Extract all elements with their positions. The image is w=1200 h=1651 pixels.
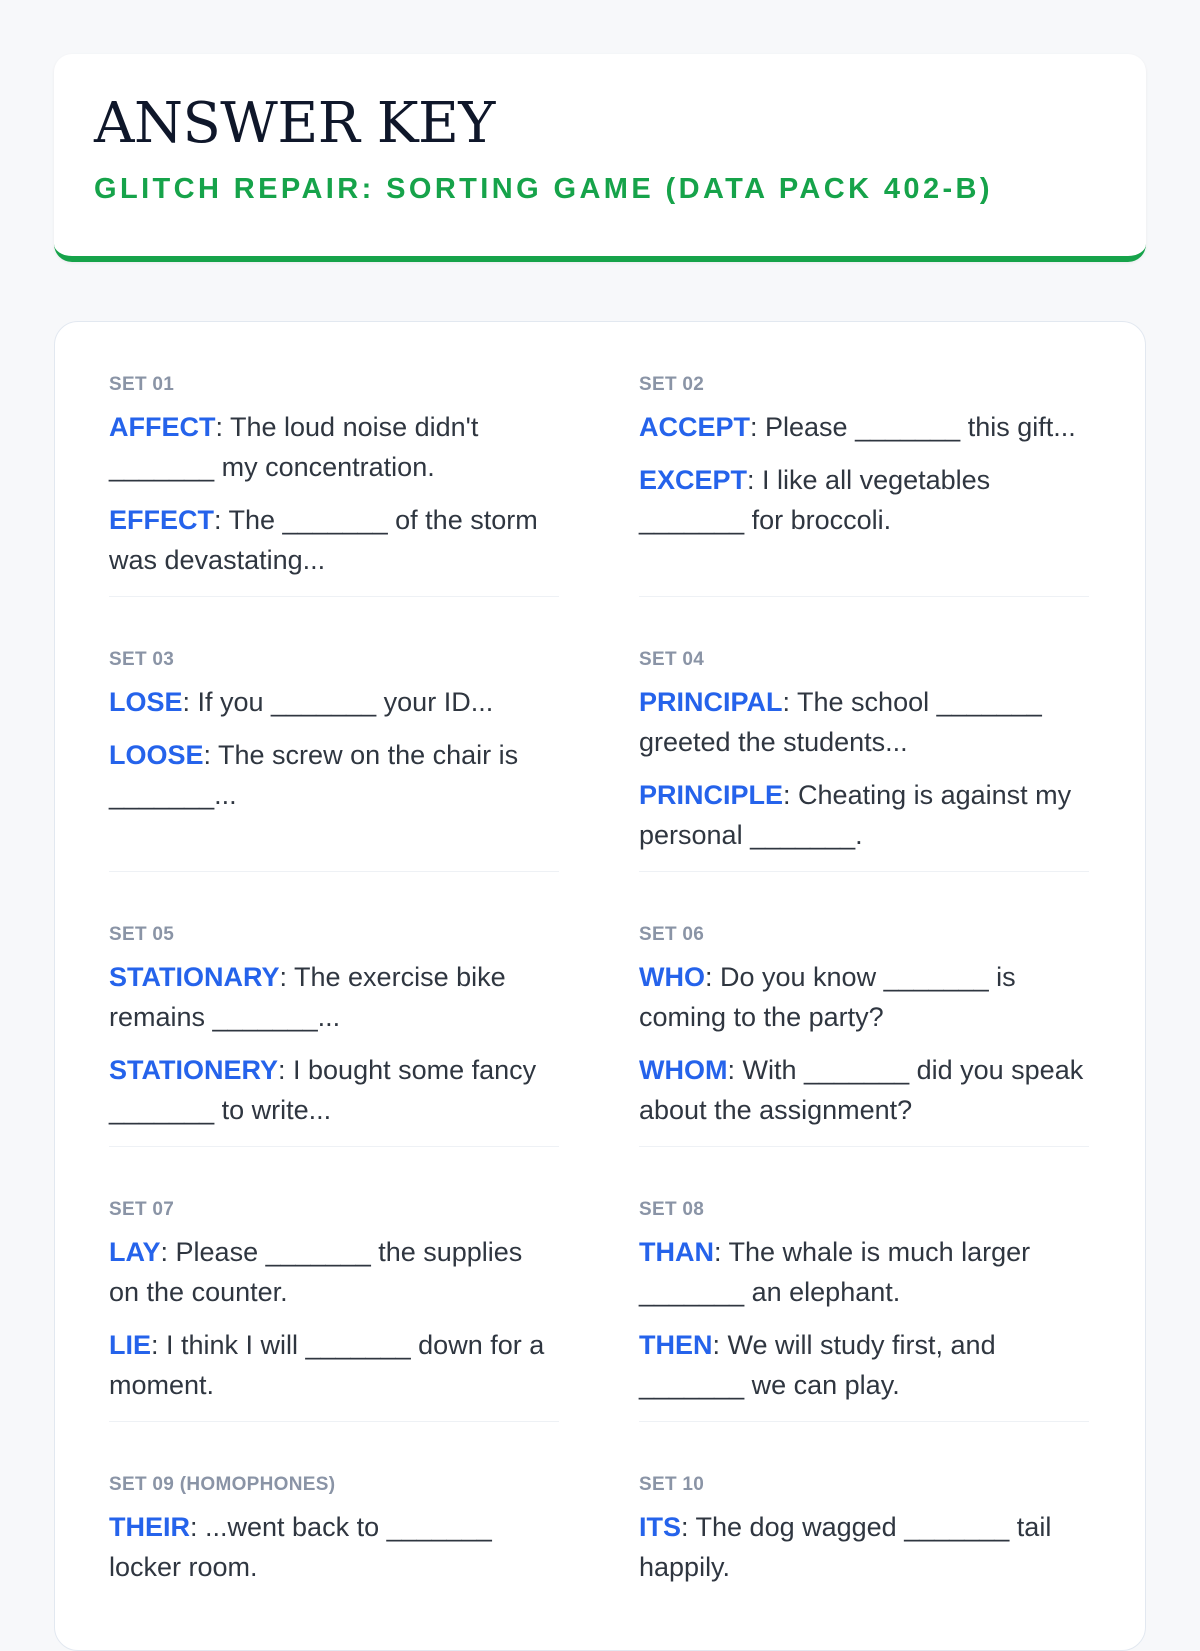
sets-card [54,321,1146,1651]
answer-word: ITS [639,1512,682,1542]
answer-sentence: : The screw on the chair is _______... [109,740,519,810]
answer-word: PRINCIPAL [639,687,783,717]
answer-sentence: : The loud noise didn't _______ my concentration. [109,412,479,482]
answer-set [639,1147,1089,1422]
answer-sentence: : The exercise bike remains _______... [109,962,506,1032]
set-label: SET 06 [639,924,705,945]
answer-entry [639,957,1089,1037]
answer-entry [639,407,1089,447]
answer-word: ACCEPT [639,412,751,442]
answer-entry [639,1507,1089,1587]
answer-word: THEIR [109,1512,190,1542]
answer-word: EFFECT [109,505,214,535]
answer-word: STATIONERY [109,1055,279,1085]
answer-set [639,322,1089,597]
answer-sentence: : The school _______ greeted the students... [639,687,1042,757]
answer-sentence: : ...went back to _______ locker room. [109,1512,492,1582]
answer-word: THEN [639,1330,713,1360]
answer-sentence: : With _______ did you speak about the assignment? [639,1055,1084,1125]
answer-word: THAN [639,1237,714,1267]
answer-sentence: : The dog wagged _______ tail happily. [639,1512,1052,1582]
answer-set [109,872,559,1147]
answer-entry [639,1325,1089,1405]
answer-sentence: : Please _______ the supplies on the counter. [109,1237,523,1307]
answer-word: EXCEPT [639,465,748,495]
answer-entry [639,775,1089,855]
answer-sentence: : Cheating is against my personal _______. [639,780,1072,850]
set-label: SET 05 [109,924,175,945]
answer-word: LOSE [109,687,183,717]
answer-entry [109,1507,559,1587]
page-title: ANSWER KEY [94,91,495,156]
answer-entry [639,1232,1089,1312]
answer-set [109,597,559,872]
answer-set [109,1422,559,1651]
answer-sentence: : I think I will _______ down for a moment. [109,1330,545,1400]
answer-sentence: : I bought some fancy _______ to write... [109,1055,537,1125]
answer-sentence: : Please _______ this gift... [750,412,1076,442]
page-subtitle: GLITCH REPAIR: SORTING GAME (DATA PACK 402-B) [94,173,993,205]
set-label: SET 07 [109,1199,175,1220]
answer-entry [109,957,559,1037]
answer-word: WHOM [639,1055,728,1085]
answer-word: LAY [109,1237,161,1267]
answer-entry [109,500,559,580]
answer-sentence: : The whale is much larger _______ an elephant. [639,1237,1031,1307]
answer-entry [639,460,1089,540]
answer-sentence: : I like all vegetables _______ for broccoli. [639,465,991,535]
answer-entry [109,1232,559,1312]
answer-entry [639,682,1089,762]
answer-entry [109,1325,559,1405]
set-label: SET 04 [639,649,705,670]
set-label: SET 01 [109,374,175,395]
answer-word: WHO [639,962,705,992]
answer-entry [639,1050,1089,1130]
answer-word: AFFECT [109,412,216,442]
set-label: SET 03 [109,649,175,670]
answer-sentence: : The _______ of the storm was devastating... [109,505,538,575]
set-label: SET 10 [639,1474,705,1495]
answer-sentence: : Do you know _______ is coming to the party? [639,962,1016,1032]
set-label: SET 08 [639,1199,705,1220]
answer-sentence: : If you _______ your ID... [182,687,494,717]
answer-word: PRINCIPLE [639,780,784,810]
set-label: SET 09 (HOMOPHONES) [109,1474,336,1495]
answer-entry [109,407,559,487]
answer-set [639,597,1089,872]
answer-set [109,1147,559,1422]
answer-word: LOOSE [109,740,204,770]
answer-entry [109,735,559,815]
answer-word: STATIONARY [109,962,280,992]
answer-entry [109,682,559,722]
answer-set [109,322,559,597]
answer-sentence: : We will study first, and _______ we can play. [639,1330,996,1400]
answer-entry [109,1050,559,1130]
header-card [54,54,1146,262]
sets-grid [109,322,1091,1651]
answer-set [639,1422,1089,1651]
answer-set [639,872,1089,1147]
answer-word: LIE [109,1330,152,1360]
set-label: SET 02 [639,374,705,395]
